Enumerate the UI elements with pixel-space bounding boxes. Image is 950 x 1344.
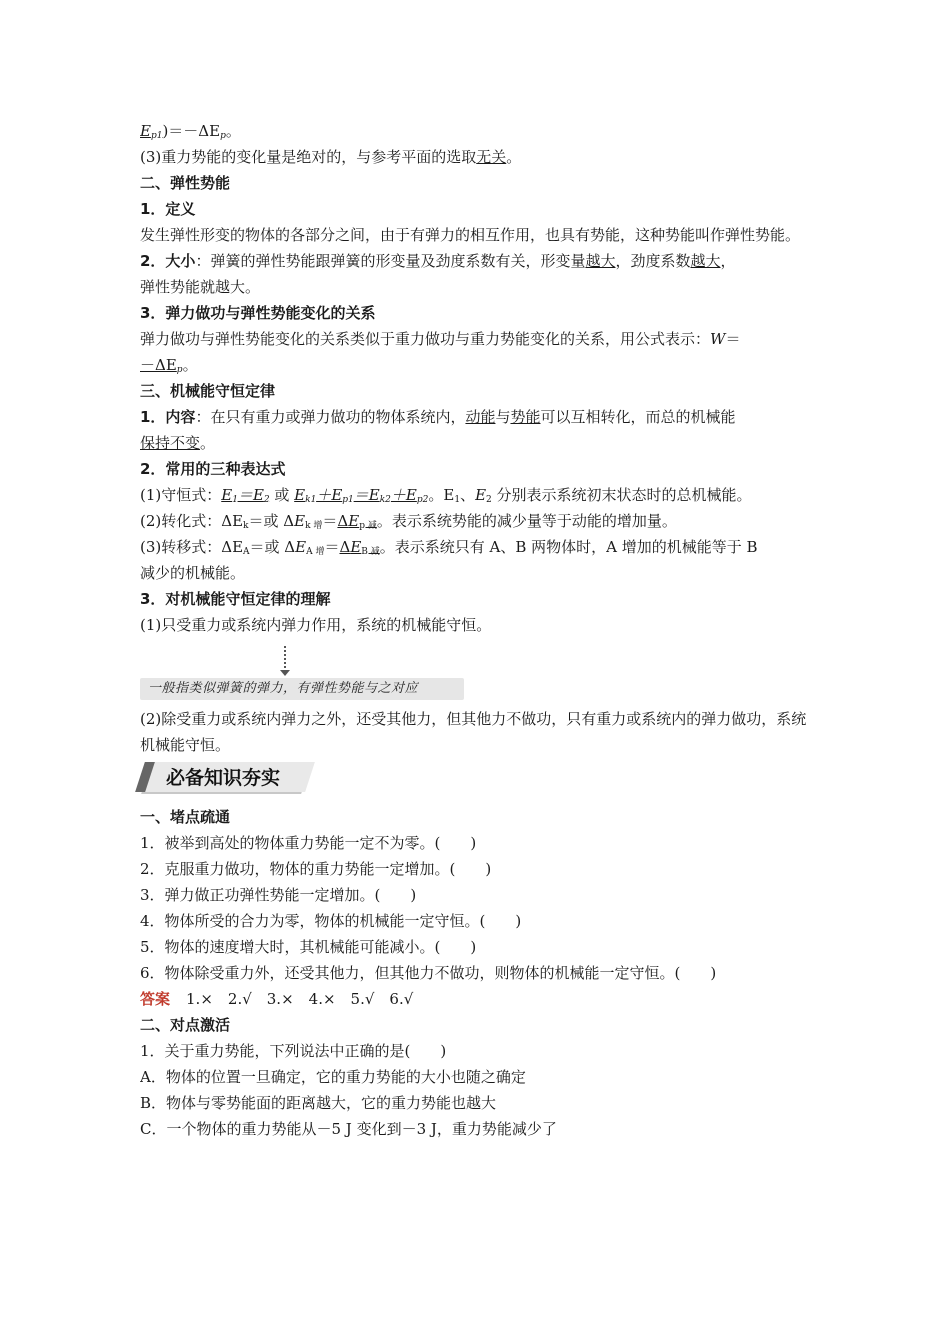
text: 弹力做功与弹性势能变化的关系类似于重力做功与重力势能变化的关系，用公式表示： bbox=[140, 330, 711, 348]
text: 。表示系统只有 A、B 两物体时，A 增加的机械能等于 B bbox=[379, 538, 758, 556]
text: 与 bbox=[495, 408, 511, 426]
text-line bbox=[140, 430, 812, 456]
text: (1)守恒式： bbox=[140, 486, 222, 504]
punct: 。 bbox=[225, 122, 241, 140]
list-item: 6．物体除受重力外，还受其他力，但其他力不做功，则物体的机械能一定守恒。( ) bbox=[140, 964, 717, 982]
underlined-answer: 势能 bbox=[510, 408, 541, 426]
paragraph: 发生弹性形变的物体的各部分之间，由于有弹力的相互作用，也具有势能，这种势能叫作弹性势能。 bbox=[140, 226, 801, 244]
document-page bbox=[140, 118, 812, 1142]
answer-label: 答案 bbox=[140, 990, 171, 1008]
list-item: 4．物体所受的合力为零，物体的机械能一定守恒。( ) bbox=[140, 912, 522, 930]
text: (3)重力势能的变化量是绝对的，与参考平面的选取 bbox=[140, 148, 477, 166]
punct: 。 bbox=[506, 148, 522, 166]
text: (2)转化式：ΔE bbox=[140, 512, 244, 530]
underlined-answer: 越大 bbox=[585, 252, 616, 270]
subsection-heading: 1．定义 bbox=[140, 200, 196, 218]
note-text: 一般指类似弹簧的弹力，有弹性势能与之对应 bbox=[140, 678, 464, 700]
arrow-down-icon bbox=[280, 670, 290, 676]
text-line bbox=[140, 404, 812, 430]
inline-heading: 1．内容 bbox=[140, 408, 196, 426]
punct: 。 bbox=[182, 356, 198, 374]
formula-text: )＝－ΔE bbox=[162, 122, 221, 140]
underlined-answer: 动能 bbox=[465, 408, 496, 426]
subsection-heading: 3．对机械能守恒定律的理解 bbox=[140, 590, 331, 608]
option-c: C．一个物体的重力势能从－5 J 变化到－3 J，重力势能减少了 bbox=[140, 1120, 557, 1138]
question: 1．关于重力势能，下列说法中正确的是( ) bbox=[140, 1042, 447, 1060]
text: ：在只有重力或弹力做功的物体系统内， bbox=[195, 408, 466, 426]
text: (3)转移式：ΔE bbox=[140, 538, 244, 556]
formula: $E_1=E_2$ bbox=[221, 486, 270, 505]
inline-heading: 2．大小 bbox=[140, 252, 196, 270]
text-line: (1)守恒式：$E_1=E_2$ 或 $E_{k1}+E_{p1}=E_{k2}+E_{p2}$。$E_1$、$E_2$ 分别表示系统初末状态时的总机械能。 bbox=[140, 486, 752, 505]
answer-values: 1.× 2.√ 3.× 4.× 5.√ 6.√ bbox=[186, 990, 414, 1008]
text: 。表示系统势能的减少量等于动能的增加量。 bbox=[376, 512, 677, 530]
section-banner bbox=[140, 762, 812, 798]
text-line: (2)转化式：$\Delta E_k=$或 $\Delta E_{k 增}=\Delta E_{p 减}$。表示系统势能的减少量等于动能的增加量。 bbox=[140, 512, 677, 531]
formula: $\Delta E_{p 减}$ bbox=[337, 512, 377, 531]
text-line: (1)只受重力或系统内弹力作用，系统的机械能守恒。 bbox=[140, 616, 492, 634]
text-line bbox=[140, 248, 812, 274]
answer-line bbox=[140, 986, 812, 1012]
punct: 。 bbox=[200, 434, 216, 452]
list-item: 1．被举到高处的物体重力势能一定不为零。( ) bbox=[140, 834, 477, 852]
text: 。E bbox=[428, 486, 455, 504]
text-line: 弹性势能就越大。 bbox=[140, 278, 261, 296]
formula-ep1: $E_{p1}$ bbox=[140, 122, 163, 141]
list-item: 5．物体的速度增大时，其机械能可能减小。( ) bbox=[140, 938, 477, 956]
underlined-formula: $-\Delta E_p$ bbox=[140, 356, 183, 375]
underlined-answer: 保持不变 bbox=[140, 434, 201, 452]
formula: $\Delta E_{B 减}$ bbox=[339, 538, 380, 557]
text-line bbox=[140, 144, 812, 170]
punct: ， bbox=[720, 252, 736, 270]
text-line: $E_{p1})=-\Delta E_p$。 bbox=[140, 122, 241, 141]
formula: W bbox=[710, 330, 726, 348]
text: ：弹簧的弹性势能跟弹簧的形变量及劲度系数有关，形变量 bbox=[195, 252, 586, 270]
banner-title: 必备知识夯实 bbox=[166, 767, 281, 789]
annotation-note bbox=[140, 646, 812, 706]
text-line: 减少的机械能。 bbox=[140, 564, 246, 582]
underlined-answer: 越大 bbox=[690, 252, 721, 270]
option-a: A．物体的位置一旦确定，它的重力势能的大小也随之确定 bbox=[140, 1068, 526, 1086]
text: 或 bbox=[269, 486, 295, 504]
text: 、$E_2$ bbox=[460, 486, 492, 505]
text: 可以互相转化，而总的机械能 bbox=[540, 408, 736, 426]
text: 分别表示系统初末状态时的总机械能。 bbox=[496, 486, 752, 504]
text: ＝或 $\Delta E_{k 增}=$ bbox=[248, 512, 338, 531]
list-item: 2．克服重力做功，物体的重力势能一定增加。( ) bbox=[140, 860, 492, 878]
text: ＝或 $\Delta E_{A 增}=$ bbox=[249, 538, 340, 557]
formula: $E_{k1}+E_{p1}=E_{k2}+E_{p2}$ bbox=[294, 486, 429, 505]
section-heading: 二、对点激活 bbox=[140, 1016, 231, 1034]
subsection-heading: 2．常用的三种表达式 bbox=[140, 460, 286, 478]
section-heading: 二、弹性势能 bbox=[140, 174, 231, 192]
formula: ＝ bbox=[725, 330, 741, 348]
subsection-heading: 3．弹力做功与弹性势能变化的关系 bbox=[140, 304, 376, 322]
section-heading: 三、机械能守恒定律 bbox=[140, 382, 276, 400]
text: ，劲度系数 bbox=[615, 252, 691, 270]
option-b: B．物体与零势能面的距离越大，它的重力势能也越大 bbox=[140, 1094, 497, 1112]
list-item: 3．弹力做正功弹性势能一定增加。( ) bbox=[140, 886, 417, 904]
formula: －ΔE bbox=[140, 356, 177, 374]
underlined-answer: 无关 bbox=[476, 148, 507, 166]
paragraph: (2)除受重力或系统内弹力之外，还受其他力，但其他力不做功，只有重力或系统内的弹力做功，系统机械能守恒。 bbox=[140, 710, 807, 754]
text-line bbox=[140, 326, 812, 352]
dotted-pointer bbox=[284, 646, 286, 672]
text-line: (3)转移式：$\Delta E_A=$或 $\Delta E_{A 增}=\Delta E_{B 减}$。表示系统只有 A、B 两物体时，A 增加的机械能等于 B bbox=[140, 538, 758, 557]
text-line bbox=[140, 352, 812, 378]
section-heading: 一、堵点疏通 bbox=[140, 808, 231, 826]
